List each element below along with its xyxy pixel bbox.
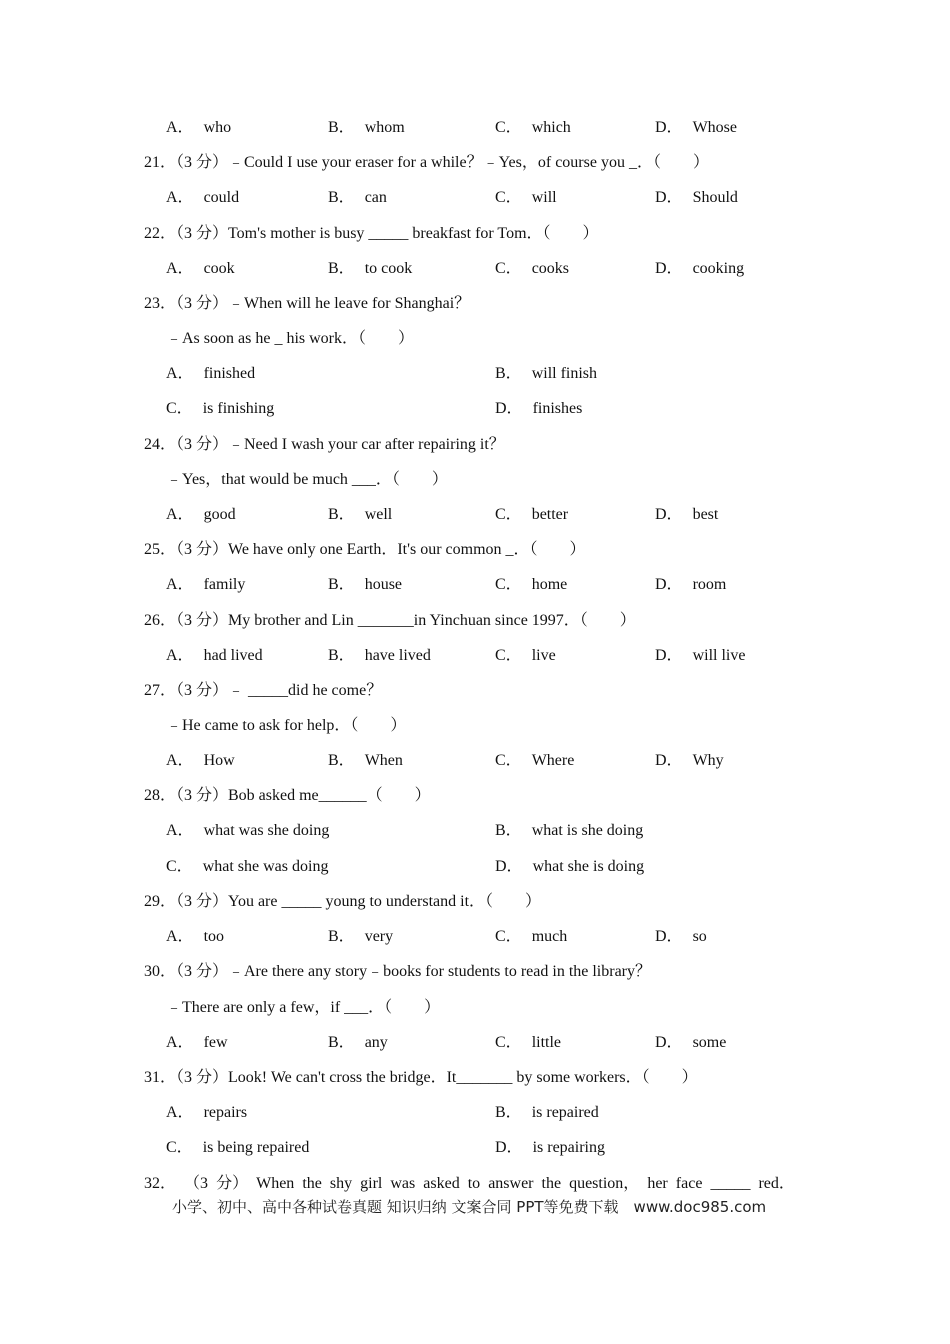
option-a: A． what was she doing [166,822,330,839]
option-b: B． what is she doing [495,822,644,839]
option-d: D． finishes [495,400,583,417]
option-a: A． good [166,506,236,523]
option-c: C． much [495,928,568,945]
question-30-stem: 30．（3 分）﹣Are there any story﹣books for students to read in the library？ [144,963,652,980]
option-a: A． How [166,752,235,769]
option-a: A． too [166,928,225,945]
question-23-reply: ﹣As soon as he _ his work．（ ） [166,330,414,347]
option-b: B． whom [328,119,405,136]
option-b: B． is repaired [495,1104,599,1121]
option-d: D． is repairing [495,1139,605,1156]
option-a: A． repairs [166,1104,248,1121]
option-c: C． will [495,189,557,206]
option-c: C． Where [495,752,575,769]
question-30-reply: ﹣There are only a few，if ___．（ ） [166,999,441,1016]
option-c: C． live [495,647,556,664]
option-d: D． so [655,928,707,945]
question-24-stem: 24．（3 分）﹣Need I wash your car after repairing it？ [144,436,505,453]
option-d: D． Whose [655,119,737,136]
option-d: D． Why [655,752,724,769]
question-26-stem: 26．（3 分）My brother and Lin _______in Yinchuan since 1997．（ ） [144,612,636,629]
option-c: C． cooks [495,260,570,277]
option-d: D． some [655,1034,727,1051]
question-29-stem: 29．（3 分）You are _____ young to understand it．（ ） [144,893,542,910]
question-28-stem: 28．（3 分）Bob asked me______（ ） [144,787,431,804]
question-27-reply: ﹣He came to ask for help．（ ） [166,717,407,734]
option-b: B． house [328,576,403,593]
option-b: B． When [328,752,403,769]
option-d: D． will live [655,647,746,664]
option-a: A． could [166,189,240,206]
option-c: C． is finishing [166,400,275,417]
question-25-stem: 25．（3 分）We have only one Earth．It's our common _．（ ） [144,541,586,558]
question-22-stem: 22．（3 分）Tom's mother is busy _____ breakfast for Tom．（ ） [144,225,599,242]
option-a: A． had lived [166,647,263,664]
option-b: B． any [328,1034,388,1051]
question-31-stem: 31．（3 分）Look! We can't cross the bridge．It_______ by some workers．（ ） [144,1069,698,1086]
option-d: D． best [655,506,719,523]
question-21-stem: 21．（3 分）﹣Could I use your eraser for a while？﹣Yes，of course you _．（ ） [144,154,709,171]
footer-watermark: 小学、初中、高中各种试卷真题 知识归纳 文案合同 PPT等免费下载 www.doc985.com [172,1198,767,1216]
option-b: B． very [328,928,394,945]
option-d: D． cooking [655,260,745,277]
option-c: C． which [495,119,571,136]
option-c: C． is being repaired [166,1139,310,1156]
question-27-stem: 27．（3 分）﹣ _____did he come？ [144,682,383,699]
option-b: B． to cook [328,260,413,277]
option-d: D． room [655,576,727,593]
option-a: A． who [166,119,232,136]
question-24-reply: ﹣Yes，that would be much ___．（ ） [166,471,448,488]
option-d: D． what she is doing [495,858,645,875]
option-b: B． will finish [495,365,598,382]
option-c: C． little [495,1034,562,1051]
option-a: A． cook [166,260,235,277]
option-b: B． have lived [328,647,431,664]
question-32-stem: 32． （3 分） When the shy girl was asked to answer the question， her face _____ red． [144,1175,795,1192]
option-c: C． what she was doing [166,858,329,875]
option-a: A． few [166,1034,228,1051]
option-b: B． well [328,506,393,523]
option-d: D． Should [655,189,738,206]
option-c: C． home [495,576,568,593]
option-a: A． family [166,576,246,593]
option-b: B． can [328,189,387,206]
option-c: C． better [495,506,569,523]
question-23-stem: 23．（3 分）﹣When will he leave for Shanghai？ [144,295,471,312]
option-a: A． finished [166,365,256,382]
